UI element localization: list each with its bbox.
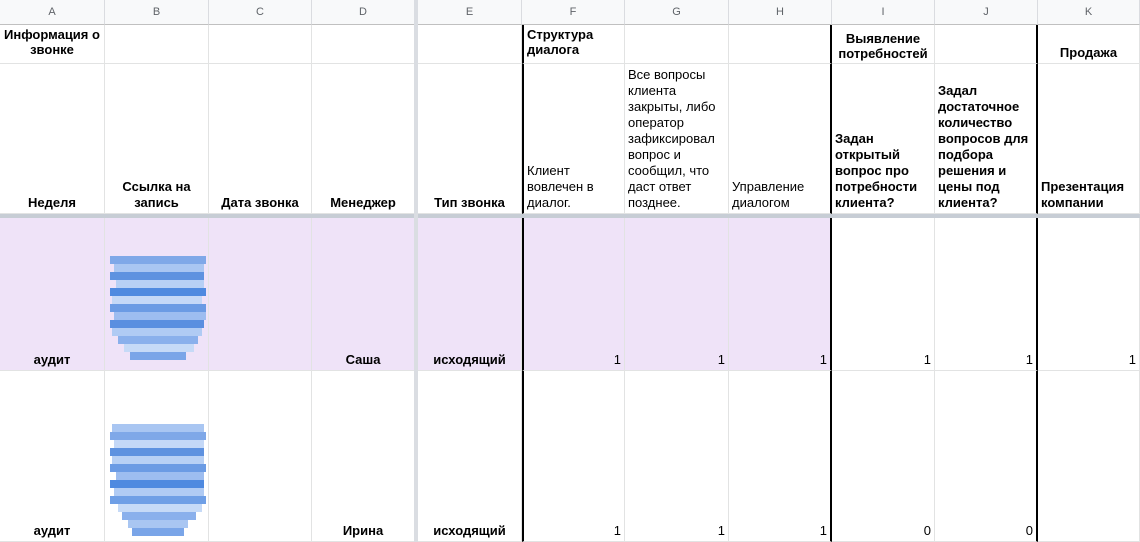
header-open-question[interactable] — [832, 64, 935, 214]
header-manager-label: Менеджер — [330, 195, 396, 210]
group-header-dialog-structure[interactable]: Структура диалога — [522, 25, 625, 64]
row2-i-value: 0 — [923, 523, 931, 538]
header-link-label: Ссылка на запись — [122, 179, 191, 210]
row1-g-value: 1 — [717, 352, 725, 367]
header-date-label: Дата звонка — [221, 195, 299, 210]
row2-j[interactable] — [935, 371, 1038, 542]
header-enough-questions-label: Задал достаточное количество вопросов для подбора решения и цены под клиента? — [938, 83, 1029, 210]
row1-f-value: 1 — [613, 352, 621, 367]
header-enough-questions[interactable] — [935, 64, 1038, 214]
row1-i[interactable] — [832, 218, 935, 371]
row2-g[interactable] — [625, 371, 729, 542]
row1-h[interactable] — [729, 218, 832, 371]
row1-k-value: 1 — [1128, 352, 1136, 367]
cell-b1[interactable] — [105, 25, 209, 64]
row1-date[interactable] — [209, 218, 312, 371]
row2-week[interactable] — [0, 371, 105, 542]
header-client-engaged-label: Клиент вовлечен в диалог. — [527, 163, 594, 210]
header-client-engaged[interactable] — [522, 64, 625, 214]
row2-j-value: 0 — [1025, 523, 1033, 538]
col-header-b[interactable]: B — [105, 0, 209, 25]
row1-g[interactable] — [625, 218, 729, 371]
row2-manager-value: Ирина — [342, 523, 384, 538]
header-call-type[interactable] — [418, 64, 522, 214]
row2-call-type-value: исходящий — [433, 523, 506, 538]
header-company-presentation-label: Презентация компании — [1041, 179, 1125, 210]
row1-i-value: 1 — [923, 352, 931, 367]
col-header-f[interactable]: F — [522, 0, 625, 25]
header-questions-closed[interactable] — [625, 64, 729, 214]
group-header-call-info[interactable]: Информация о звонке — [0, 25, 105, 64]
group-header-sale[interactable]: Продажа — [1038, 25, 1140, 64]
row1-manager-value: Саша — [345, 352, 381, 367]
row1-call-type[interactable] — [418, 218, 522, 371]
row2-h-value: 1 — [819, 523, 827, 538]
row2-i[interactable] — [832, 371, 935, 542]
cell-j1[interactable] — [935, 25, 1038, 64]
frozen-rows-divider[interactable] — [0, 214, 1140, 218]
col-header-d[interactable]: D — [312, 0, 415, 25]
header-week[interactable] — [0, 64, 105, 214]
col-header-k[interactable]: K — [1038, 0, 1140, 25]
blurred-link-2[interactable] — [108, 424, 208, 542]
cell-h1[interactable] — [729, 25, 832, 64]
header-open-question-label: Задан открытый вопрос про потребности клиента? — [835, 131, 918, 210]
cell-g1[interactable] — [625, 25, 729, 64]
col-header-h[interactable]: H — [729, 0, 832, 25]
cell-c1[interactable] — [209, 25, 312, 64]
row1-week-value: аудит — [33, 352, 71, 367]
row1-h-value: 1 — [819, 352, 827, 367]
row2-f[interactable] — [522, 371, 625, 542]
row2-g-value: 1 — [717, 523, 725, 538]
row2-week-value: аудит — [33, 523, 71, 538]
col-header-j[interactable]: J — [935, 0, 1038, 25]
header-call-type-label: Тип звонка — [434, 195, 505, 210]
row1-f[interactable] — [522, 218, 625, 371]
row2-f-value: 1 — [613, 523, 621, 538]
group-header-needs[interactable]: Выявление потребностей — [832, 25, 935, 64]
col-header-a[interactable]: A — [0, 0, 105, 25]
header-dialog-control[interactable] — [729, 64, 832, 214]
col-header-i[interactable]: I — [832, 0, 935, 25]
row2-manager[interactable] — [312, 371, 415, 542]
header-date[interactable] — [209, 64, 312, 214]
blurred-link-1[interactable] — [108, 256, 208, 371]
row2-date[interactable] — [209, 371, 312, 542]
row1-k[interactable] — [1038, 218, 1140, 371]
row1-j-value: 1 — [1025, 352, 1033, 367]
row2-call-type[interactable] — [418, 371, 522, 542]
header-link[interactable] — [105, 64, 209, 214]
cell-e1[interactable] — [418, 25, 522, 64]
row1-manager[interactable] — [312, 218, 415, 371]
row2-h[interactable] — [729, 371, 832, 542]
col-header-e[interactable]: E — [418, 0, 522, 25]
header-week-label: Неделя — [28, 195, 76, 210]
header-questions-closed-label: Все вопросы клиента закрыты, либо оператор зафиксировал вопрос и сообщил, что даст ответ позднее. — [628, 67, 716, 210]
row1-call-type-value: исходящий — [433, 352, 506, 367]
row1-j[interactable] — [935, 218, 1038, 371]
col-header-g[interactable]: G — [625, 0, 729, 25]
cell-d1[interactable] — [312, 25, 415, 64]
header-company-presentation[interactable] — [1038, 64, 1140, 214]
row2-k[interactable] — [1038, 371, 1140, 542]
header-dialog-control-label: Управление диалогом — [732, 179, 805, 210]
frozen-columns-divider[interactable] — [414, 0, 418, 542]
col-header-c[interactable]: C — [209, 0, 312, 25]
row1-week[interactable] — [0, 218, 105, 371]
header-manager[interactable] — [312, 64, 415, 214]
